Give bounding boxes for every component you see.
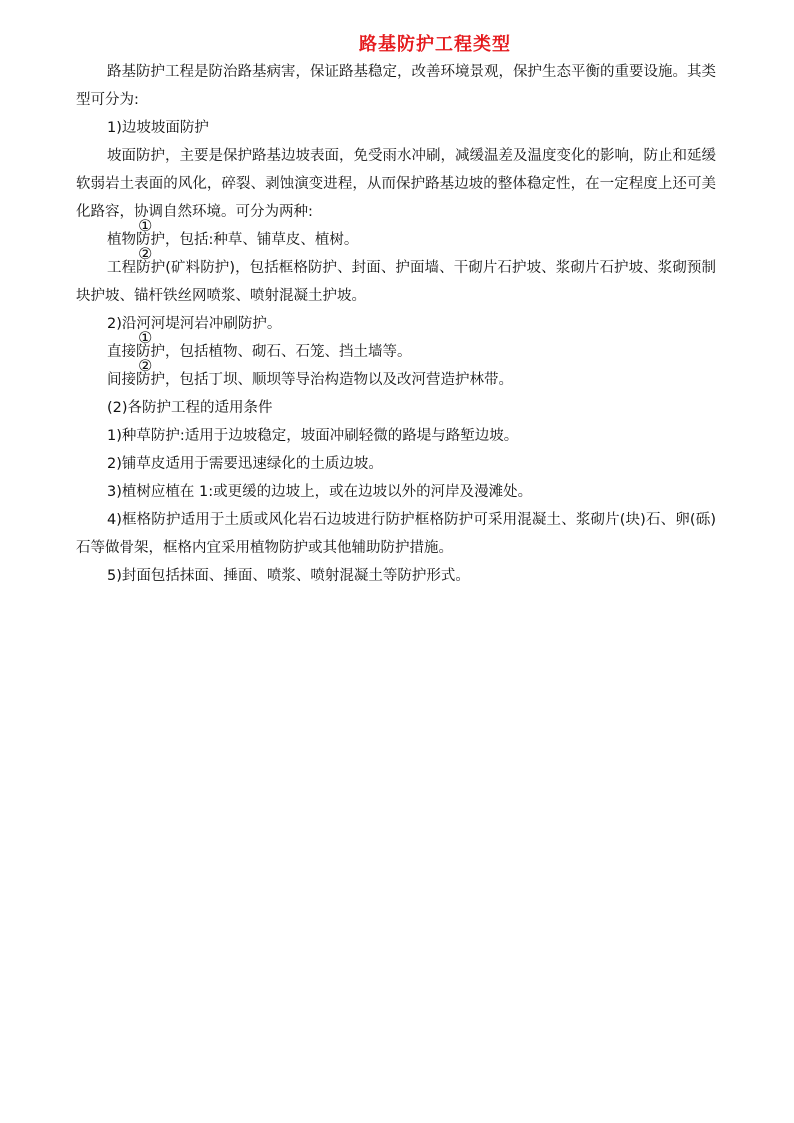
section-2-item-b <box>76 356 716 394</box>
section-1-item-a <box>76 216 716 254</box>
item-text: 直接防护，包括植物、砌石、石笼、挡土墙等。 <box>107 344 412 360</box>
circled-one-marker: ① <box>138 328 153 347</box>
section-2-heading: 2)沿河河堤河岩冲刷防护。 <box>107 316 282 332</box>
condition-4: 4)框格防护适用于土质或风化岩石边坡进行防护框格防护可采用混凝土、浆砌片(块)石、卵(砾)石等做骨架，框格内宜采用植物防护或其他辅助防护措施。 <box>76 512 716 556</box>
section-1-heading: 1)边坡坡面防护 <box>107 120 209 136</box>
item-text: 植物防护，包括:种草、铺草皮、植树。 <box>107 232 359 248</box>
item-text: 工程防护(矿料防护)，包括框格防护、封面、护面墙、干砌片石护坡、浆砌片石护坡、浆砌预制块护坡、锚杆铁丝网喷浆、喷射混凝土护坡。 <box>76 260 716 304</box>
intro-paragraph: 路基防护工程是防治路基病害，保证路基稳定，改善环境景观，保护生态平衡的重要设施。其类型可分为: <box>76 64 716 108</box>
circled-two-marker: ② <box>138 244 153 263</box>
condition-2: 2)铺草皮适用于需要迅速绿化的土质边坡。 <box>107 456 383 472</box>
document-body <box>76 58 716 590</box>
page-title: 路基防护工程类型 <box>359 34 511 55</box>
section-3-heading: (2)各防护工程的适用条件 <box>107 400 273 416</box>
condition-1: 1)种草防护:适用于边坡稳定，坡面冲刷轻微的路堤与路堑边坡。 <box>107 428 519 444</box>
condition-3: 3)植树应植在 1:或更缓的边坡上，或在边坡以外的河岸及漫滩处。 <box>107 484 533 500</box>
item-text: 间接防护，包括丁坝、顺坝等导治构造物以及改河营造护林带。 <box>107 372 513 388</box>
section-2-item-a <box>76 328 716 366</box>
section-1-description: 坡面防护，主要是保护路基边坡表面，免受雨水冲刷，减缓温差及温度变化的影响，防止和延缓软弱岩土表面的风化，碎裂、剥蚀演变进程，从而保护路基边坡的整体稳定性，在一定程度上还可美化路容，协调自然环境。可分为两种: <box>76 148 716 220</box>
section-1-item-b <box>76 244 716 310</box>
circled-one-marker: ① <box>138 216 153 235</box>
circled-two-marker: ② <box>138 356 153 375</box>
condition-5: 5)封面包括抹面、捶面、喷浆、喷射混凝土等防护形式。 <box>107 568 470 584</box>
